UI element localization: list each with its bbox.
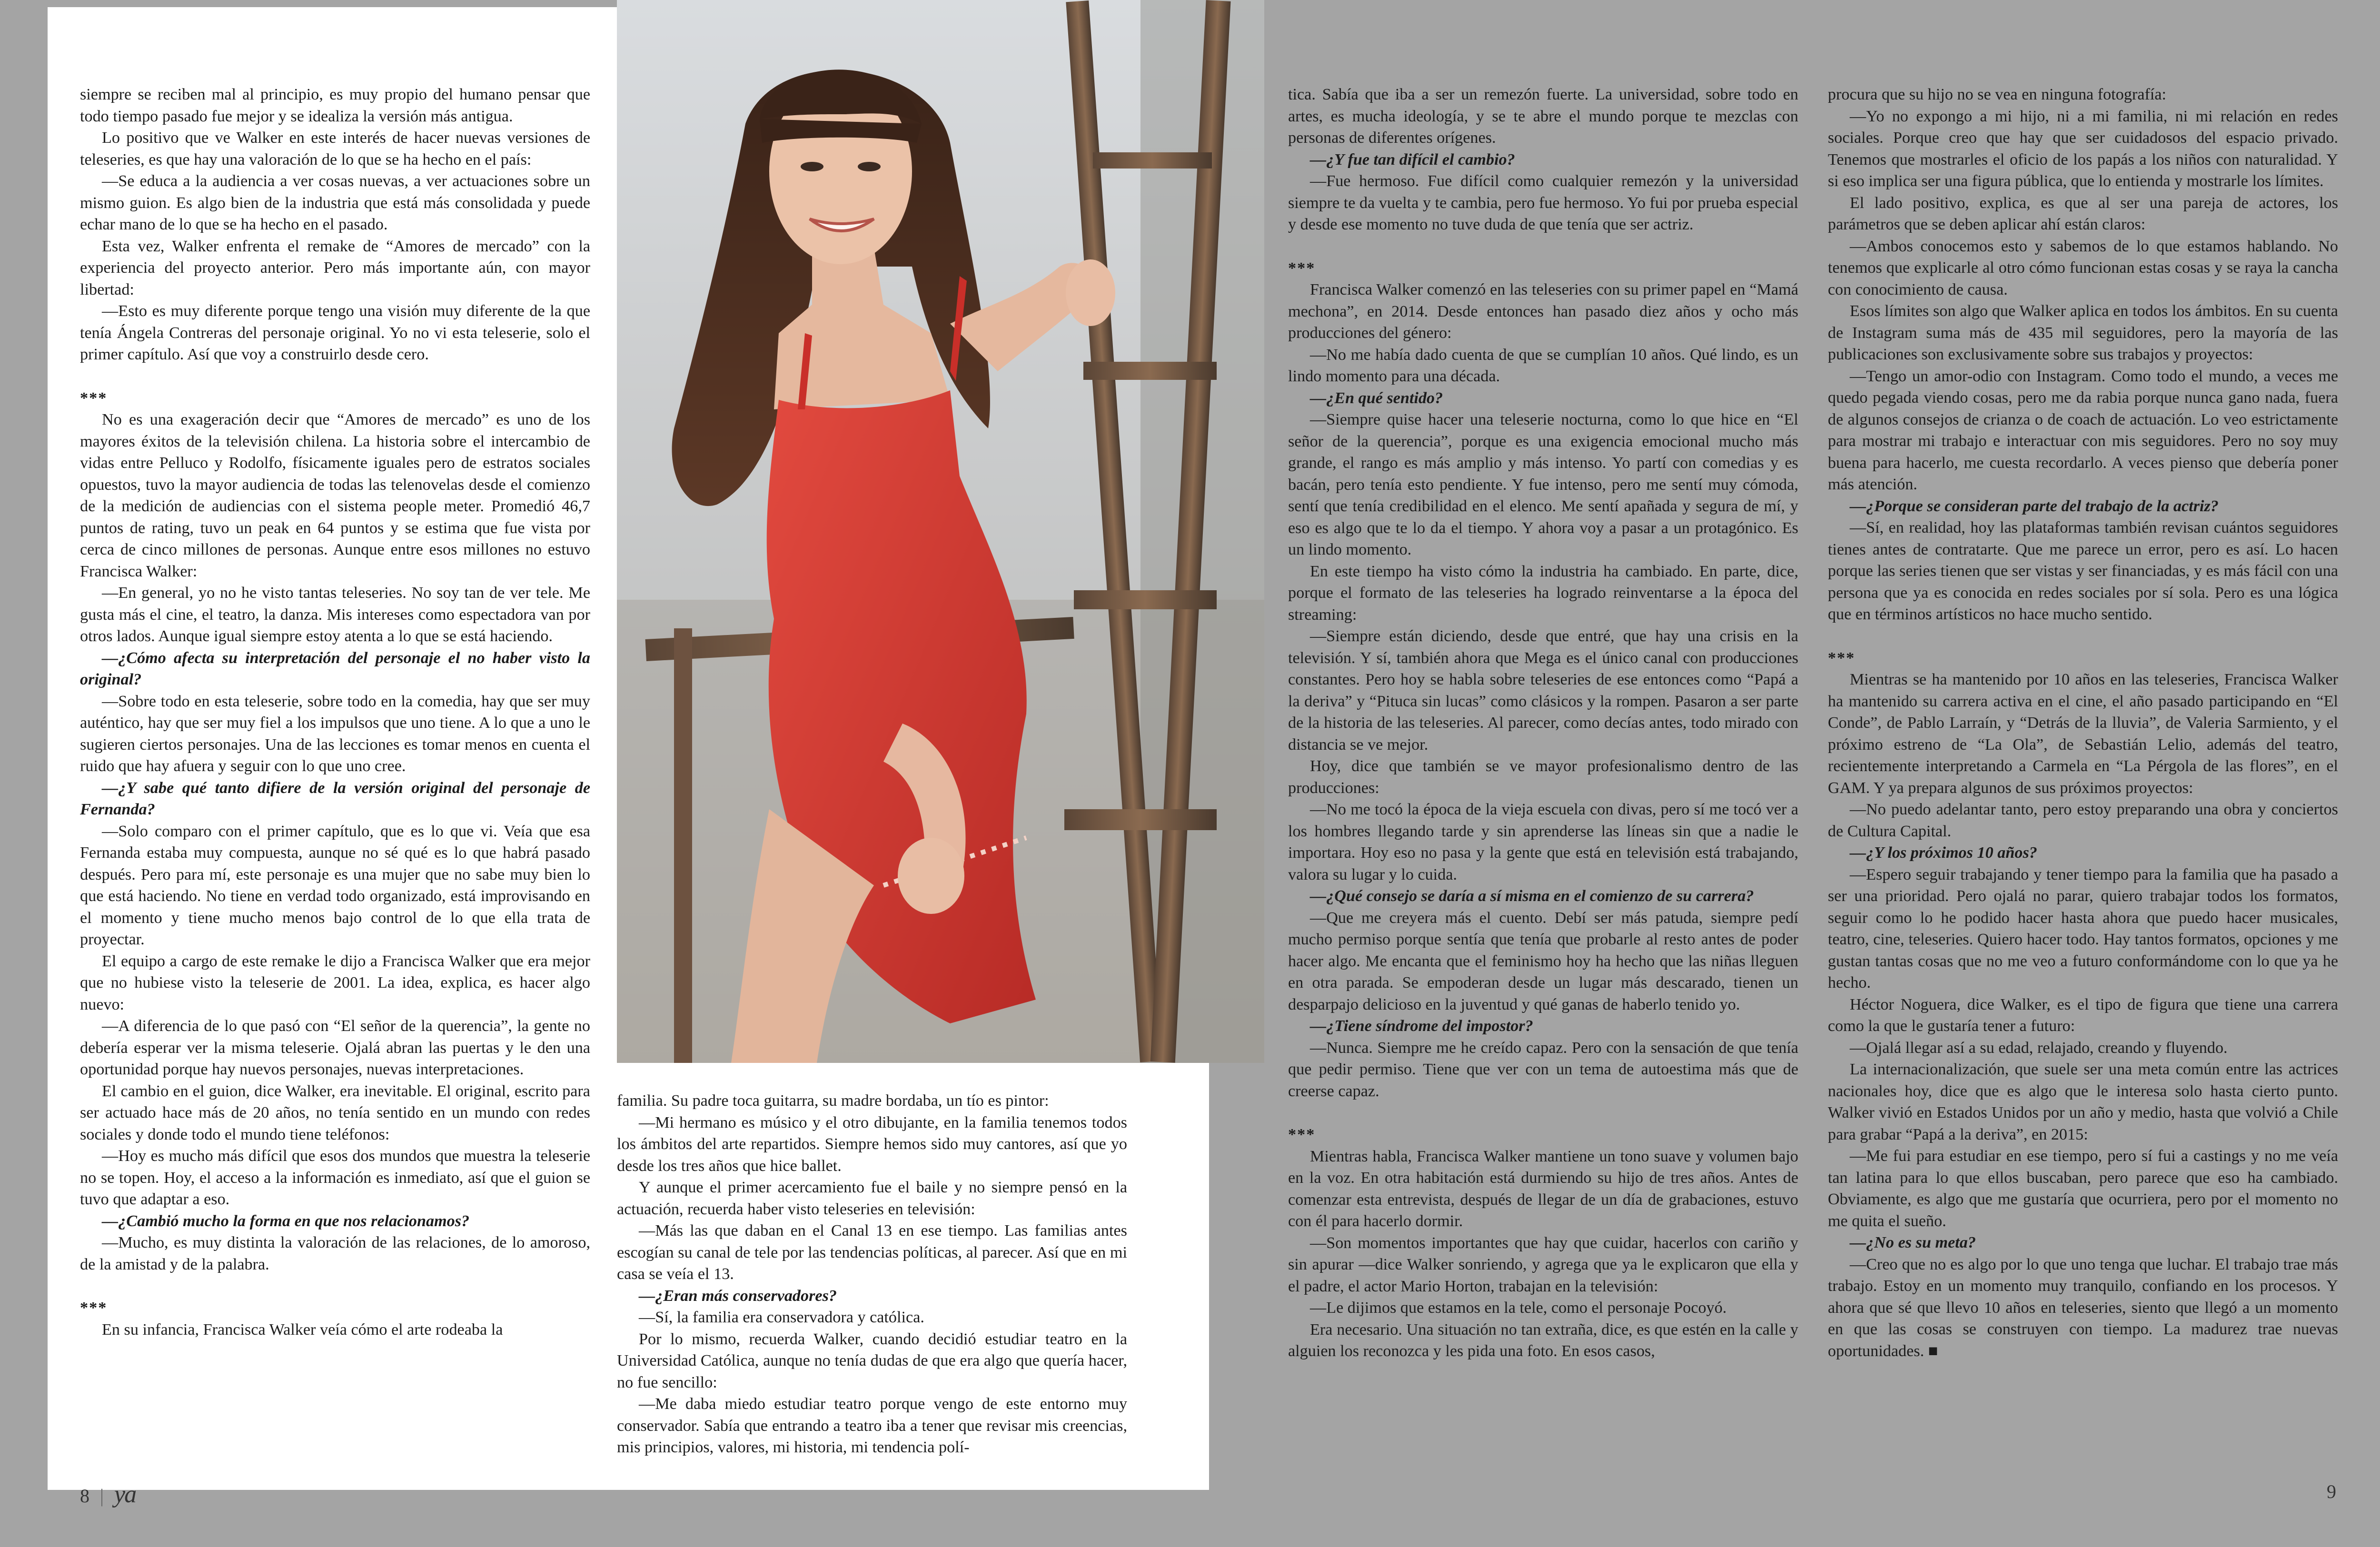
- portrait-illustration: [617, 0, 1264, 1063]
- hand: [1066, 259, 1115, 326]
- interview-question: —¿Y fue tan difícil el cambio?: [1310, 150, 1515, 169]
- interview-question: —¿Porque se consideran parte del trabajo de la actriz?: [1850, 497, 2219, 515]
- interview-question: —¿Y sabe qué tanto difiere de la versión original del personaje de Fernanda?: [80, 779, 590, 818]
- article-paragraph: No es una exageración decir que “Amores de mercado” es uno de los mayores éxitos de la televisión chilena. La historia sobre el intercambio de vidas entre Pelluco y Rodolfo, físicamente iguales pero de estratos sociales opuestos, tuvo la mayor audiencia de todas las telenovelas desde el comienzo de la medición de audiencias con el sistema people meter. Promedió 46,7 puntos de rating, tuvo un peak en 64 puntos y se estima que fue vista por cerca de cinco millones de personas. Aunque entre esos millones no estuvo Francisca Walker:: [80, 411, 590, 580]
- article-paragraph: Esta vez, Walker enfrenta el remake de “Amores de mercado” con la experiencia del proyecto anterior. Pero más importante aún, con mayor libertad:: [80, 237, 590, 298]
- article-paragraph: Y aunque el primer acercamiento fue el baile y no siempre pensó en la actuación, recuerda haber visto teleseries en televisión:: [617, 1179, 1127, 1218]
- article-paragraph: —Nunca. Siempre me he creído capaz. Pero con la sensación de que tenía que pedir permiso. Tiene que ver con un tema de autoestima más que de creerse capaz.: [1288, 1039, 1798, 1100]
- article-paragraph: El lado positivo, explica, es que al ser una pareja de actores, los parámetros que se deben aplicar ahí están claros:: [1828, 194, 2338, 233]
- article-paragraph: Por lo mismo, recuerda Walker, cuando decidió estudiar teatro en la Universidad Católica, aunque no tenía dudas de que era algo que quería hacer, no fue sencillo:: [617, 1330, 1127, 1391]
- page-number-left: 8: [80, 1485, 89, 1507]
- section-separator: ***: [1828, 649, 1855, 667]
- article-paragraph: Francisca Walker comenzó en las teleseries con su primer papel en “Mamá mechona”, en 2014. Desde entonces han pasado diez años y ocho más producciones del género:: [1288, 281, 1798, 342]
- article-paragraph: —Esto es muy diferente porque tengo una visión muy diferente de la que tenía Ángela Contreras del personaje original. Yo no vi esta teleserie, solo el primer capítulo. Así que voy a construirlo desde cero.: [80, 302, 590, 363]
- page-folio-right: [2327, 1480, 2336, 1503]
- article-paragraph: —No me tocó la época de la vieja escuela con divas, pero sí me tocó ver a los hombres llegando tarde y sin aprenderse las líneas sin que a nadie le importara. Hoy eso no pasa y la gente que está en televisión está trabajando, valora su lugar y lo cuida.: [1288, 801, 1798, 883]
- article-paragraph: El cambio en el guion, dice Walker, era inevitable. El original, escrito para ser actuado hace más de 20 años, no tenía sentido en un mundo con redes sociales y donde todo el mundo tiene teléfonos:: [80, 1082, 590, 1143]
- article-paragraph: —Creo que no es algo por lo que uno tenga que luchar. El trabajo trae más trabajo. Estoy en un momento muy tranquilo, confiando en los procesos. Y ahora que sé que llevo 10 años en teleseries, siento que llegó a un momento en que las cosas se construyen con tiempo. La madurez trae nuevas oportunidades. ■: [1828, 1255, 2338, 1360]
- article-paragraph: —Hoy es mucho más difícil que esos dos mundos que muestra la teleserie no se topen. Hoy, el acceso a la información es inmediato, así que el guion se tuvo que adaptar a eso.: [80, 1147, 590, 1208]
- article-paragraph: Mientras habla, Francisca Walker mantiene un tono suave y volumen bajo en la voz. En otra habitación está durmiendo su hijo de tres años. Antes de comenzar esta entrevista, después de llegar de un día de grabaciones, estuvo con él para hacerlo dormir.: [1288, 1147, 1798, 1230]
- article-paragraph: Hoy, dice que también se ve mayor profesionalismo dentro de las producciones:: [1288, 757, 1798, 797]
- article-paragraph: —Siempre quise hacer una teleserie nocturna, como lo que hice en “El señor de la querencia”, porque es una exigencia emocional mucho más grande, el rango es más amplio y más intenso. Yo partí con comedias y es bacán, pero tenía esto pendiente. Y fue intenso, pero me sentí muy cómoda, sentí que tenía credibilidad en el elenco. Me sentí apañada y segura de mí, y eso es algo que te lo da el tiempo. Y ahora voy a pasar a un protagónico. Es un lindo momento.: [1288, 411, 1798, 558]
- article-paragraph: —Mucho, es muy distinta la valoración de las relaciones, de lo amoroso, de la amistad y de la palabra.: [80, 1234, 590, 1273]
- article-paragraph: Esos límites son algo que Walker aplica en todos los ámbitos. En su cuenta de Instagram suma más de 435 mil seguidores, pero la mayoría de las publicaciones son exclusivamente sobre sus trabajos y proyectos:: [1828, 302, 2338, 363]
- article-paragraph: —Que me creyera más el cuento. Debí ser más patuda, siempre pedí mucho permiso porque sentía que tenía que probarle al resto antes de poder hacer algo. Me encanta que el feminismo hoy ha hecho que las niñas lleguen en otra parada. Se empoderan desde un lugar más descarado, tienen un desparpajo delicioso en la juventud y qué ganas de haberlo tenido yo.: [1288, 909, 1798, 1013]
- article-paragraph: —No me había dado cuenta de que se cumplían 10 años. Qué lindo, es un lindo momento para una década.: [1288, 346, 1798, 385]
- article-paragraph: La internacionalización, que suele ser una meta común entre las actrices nacionales hoy, dice que es algo que le interesa solo hasta cierto punto. Walker vivió en Estados Unidos por un año y medio, hasta que volvió a Chile para grabar “Papá a la deriva”, en 2015:: [1828, 1061, 2338, 1143]
- article-column-4: [1828, 84, 2338, 1362]
- article-paragraph: procura que su hijo no se vea en ninguna fotografía:: [1828, 86, 2167, 103]
- article-column-1: [80, 84, 590, 1340]
- article-paragraph: —Me fui para estudiar en ese tiempo, pero sí fui a castings y no me veía tan latina para lo que ellos buscaban, pero parece que eso ha cambiado. Obviamente, es algo que me gustaría que ocurriera, pero por el momento no me quita el sueño.: [1828, 1147, 2338, 1230]
- article-paragraph: Mientras se ha mantenido por 10 años en las teleseries, Francisca Walker ha mantenido su carrera activa en el cine, el año pasado participando en “El Conde”, de Pablo Larraín, y “Detrás de la lluvia”, de Valeria Sarmiento, y el próximo estreno de “La Ola”, de Sebastián Lelio, además del teatro, recientemente interpretando a Carmela en “La Pérgola de las flores”, en el GAM. Y ya prepara algunos de sus próximos proyectos:: [1828, 671, 2338, 797]
- interview-question: —¿Eran más conservadores?: [639, 1287, 837, 1305]
- article-paragraph: Lo positivo que ve Walker en este interés de hacer nuevas versiones de teleseries, es que hay una valoración de lo que se ha hecho en el país:: [80, 129, 590, 169]
- page-number-right: 9: [2327, 1481, 2336, 1502]
- page-folio-left: 8 | ya: [80, 1481, 136, 1508]
- article-paragraph: —No puedo adelantar tanto, pero estoy preparando una obra y conciertos de Cultura Capital.: [1828, 801, 2338, 840]
- article-paragraph: —Sobre todo en esta teleserie, sobre todo en la comedia, hay que ser muy auténtico, hay que ser muy fiel a los impulsos que uno tiene. A lo que a uno le sugieren ciertos personajes. Una de las lecciones es tomar menos en cuenta el ruido que hay afuera y seguir con lo que uno cree.: [80, 692, 590, 775]
- interview-question: —¿Cómo afecta su interpretación del personaje el no haber visto la original?: [80, 649, 590, 688]
- article-paragraph: —Solo comparo con el primer capítulo, que es lo que vi. Veía que esa Fernanda estaba muy compuesta, aunque no sé qué es lo que habrá pasado después. Pero para mí, este personaje es una mujer que no sabe muy bien lo que está haciendo. No tiene en verdad todo organizado, está improvisando en el momento y tiene mucho menos bajo control de lo que ella trata de proyectar.: [80, 822, 590, 948]
- section-separator: ***: [80, 1299, 108, 1317]
- article-column-3: [1288, 84, 1798, 1362]
- article-paragraph: tica. Sabía que iba a ser un remezón fuerte. La universidad, sobre todo en artes, es mucha ideología, y se te abre el mundo porque te mezclas con personas de diferentes orígenes.: [1288, 86, 1798, 147]
- magazine-logo: ya: [114, 1481, 136, 1508]
- article-paragraph: —Le dijimos que estamos en la tele, como el personaje Pocoyó.: [1310, 1299, 1727, 1317]
- article-paragraph: En este tiempo ha visto cómo la industria ha cambiado. En parte, dice, porque el formato de las teleseries ha logrado reinventarse a la época del streaming:: [1288, 562, 1798, 624]
- article-column-2: [617, 1090, 1127, 1458]
- article-paragraph: —Me daba miedo estudiar teatro porque vengo de este entorno muy conservador. Sabía que entrando a teatro iba a tener que revisar mis creencias, mis principios, valores, mi historia, mi tendencia polí-: [617, 1395, 1127, 1456]
- article-paragraph: El equipo a cargo de este remake le dijo a Francisca Walker que era mejor que no hubiese visto la teleserie de 2001. La idea, explica, es hacer algo nuevo:: [80, 952, 590, 1013]
- article-paragraph: —Ambos conocemos esto y sabemos de lo que estamos hablando. No tenemos que explicarle al otro cómo funcionan estas cosas y se raya la cancha con conocimiento de causa.: [1828, 237, 2338, 298]
- article-paragraph: —Mi hermano es músico y el otro dibujante, en la familia tenemos todos los ámbitos del arte repartidos. Siempre hemos sido muy cantores, así que yo desde los tres años que hice ballet.: [617, 1113, 1127, 1175]
- interview-question: —¿Cambió mucho la forma en que nos relacionamos?: [102, 1212, 470, 1230]
- article-paragraph: —Siempre están diciendo, desde que entré, que hay una crisis en la televisión. Y sí, también ahora que Mega es el único canal con producciones constantes. Pero hoy se habla sobre teleseries de ese entonces como “Papá a la deriva” y “Pituca sin lucas” como clásicos y la rompen. Pasaron a ser parte de la historia de las teleseries. Al parecer, como decías antes, todo mirado con distancia se ve mejor.: [1288, 627, 1798, 754]
- interview-question: —¿Tiene síndrome del impostor?: [1310, 1017, 1533, 1035]
- article-paragraph: Era necesario. Una situación no tan extraña, dice, es que estén en la calle y alguien los reconozca y les pida una foto. En esos casos,: [1288, 1320, 1798, 1360]
- article-paragraph: familia. Su padre toca guitarra, su madre bordaba, un tío es pintor:: [617, 1092, 1049, 1110]
- article-paragraph: Héctor Noguera, dice Walker, es el tipo de figura que tiene una carrera como la que le gustaría tener a futuro:: [1828, 995, 2338, 1035]
- article-paragraph: —Fue hermoso. Fue difícil como cualquier remezón y la universidad siempre te da vuelta y te cambia, pero fue hermoso. Yo fui por prueba especial y desde ese momento no tuve duda de que tenía que ser actriz.: [1288, 172, 1798, 233]
- article-paragraph: —Tengo un amor-odio con Instagram. Como todo el mundo, a veces me quedo pegada viendo cosas, pero me da rabia porque nunca gano nada, fuera de algunos consejos de crianza o de coach de actuación. Lo veo estrictamente para mostrar mi trabajo e interactuar con mis seguidores. Pero no soy muy buena para hacerlo, me cuesta recordarlo. A veces pienso que debería poner más atención.: [1828, 367, 2338, 493]
- interview-question: —¿En qué sentido?: [1310, 389, 1443, 407]
- interview-question: —¿Qué consejo se daría a sí misma en el comienzo de su carrera?: [1310, 887, 1754, 905]
- article-paragraph: En su infancia, Francisca Walker veía cómo el arte rodeaba la: [102, 1320, 503, 1339]
- article-paragraph: —Ojalá llegar así a su edad, relajado, creando y fluyendo.: [1850, 1039, 2228, 1057]
- section-separator: ***: [80, 389, 108, 407]
- article-paragraph: —Sí, la familia era conservadora y católica.: [639, 1309, 924, 1326]
- article-paragraph: —Espero seguir trabajando y tener tiempo para la familia que ha pasado a ser una prioridad. Pero ojalá no parar, quiero trabajar todos los formatos, seguir como lo he podido hacer hasta ahora que puedo hacer musicales, teatro, cine, teleseries. Quiero hacer todo. Hay tantos formatos, opciones y me gustan tantas cosas que no me veo a futuro conformándome con lo que ya he hecho.: [1828, 865, 2338, 992]
- article-paragraph: —Son momentos importantes que hay que cuidar, hacerlos con cariño y sin apurar —dice Walker sonriendo, y agrega que ya le explicaron que ella y el padre, el actor Mario Horton, trabajan en la televisión:: [1288, 1234, 1798, 1295]
- section-separator: ***: [1288, 259, 1316, 277]
- portrait-photo: [617, 0, 1264, 1063]
- article-paragraph: —En general, yo no he visto tantas teleseries. No soy tan de ver tele. Me gusta más el cine, el teatro, la danza. Mis intereses como espectadora van por otros lados. Aunque igual siempre estoy atenta a lo que se está haciendo.: [80, 584, 590, 645]
- article-paragraph: —A diferencia de lo que pasó con “El señor de la querencia”, la gente no debería esperar ver la misma teleserie. Ojalá abran las puertas y le den una oportunidad porque hay nuevos personajes, nuevas interpretaciones.: [80, 1017, 590, 1078]
- interview-question: —¿Y los próximos 10 años?: [1850, 844, 2037, 862]
- article-paragraph: —Yo no expongo a mi hijo, ni a mi familia, ni mi relación en redes sociales. Porque creo que hay que ser cuidadosos del espacio privado. Tenemos que mostrarles el oficio de los papás a los niños con naturalidad. Y si eso implica ser una figura pública, que lo entienda y mostrarle los límites.: [1828, 107, 2338, 190]
- article-paragraph: —Se educa a la audiencia a ver cosas nuevas, a ver actuaciones sobre un mismo guion. Es algo bien de la industria que está más consolidada y puede echar mano de lo que se ha hecho en el pasado.: [80, 172, 590, 233]
- interview-question: —¿No es su meta?: [1850, 1234, 1976, 1251]
- article-paragraph: —Más las que daban en el Canal 13 en ese tiempo. Las familias antes escogían su canal de tele por las tendencias políticas, al parecer. Así que en mi casa se veía el 13.: [617, 1222, 1127, 1283]
- article-paragraph: siempre se reciben mal al principio, es muy propio del humano pensar que todo tiempo pasado fue mejor y se idealiza la versión más antigua.: [80, 86, 590, 125]
- article-paragraph: —Sí, en realidad, hoy las plataformas también revisan cuántos seguidores tienes antes de contratarte. Que me parece un error, pero es así. Lo hacen porque las series tienen que ser vistas y ser financiadas, y es más fácil con una persona que ya es conocida en redes sociales por sí sola. Pero es una lógica que en términos artísticos no hace mucho sentido.: [1828, 519, 2338, 623]
- section-separator: ***: [1288, 1126, 1316, 1143]
